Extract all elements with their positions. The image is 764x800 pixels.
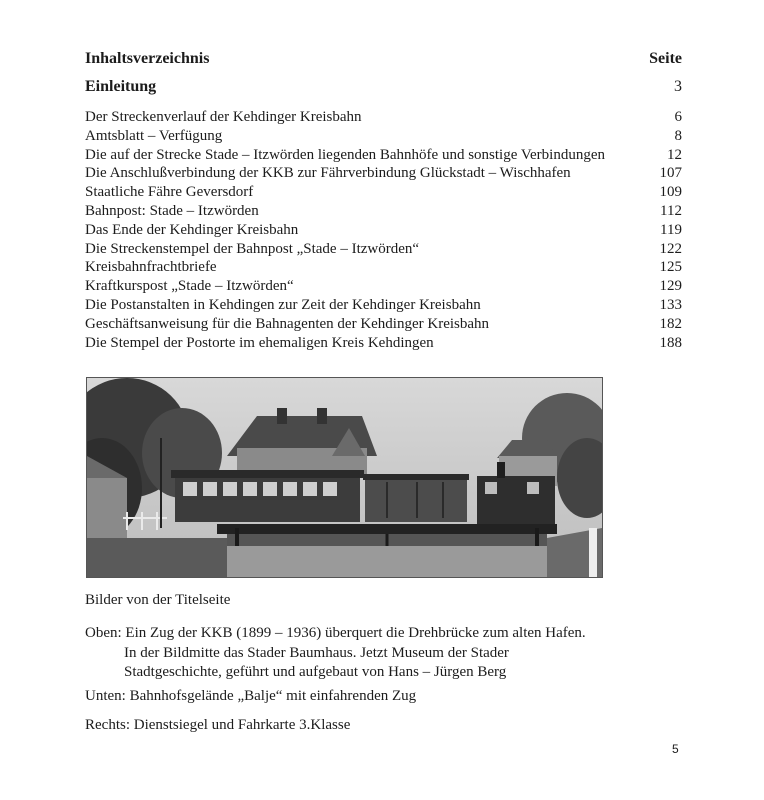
train-bridge-illustration — [87, 378, 602, 577]
toc-entry — [85, 108, 682, 127]
toc-entry-page: 133 — [659, 296, 682, 313]
toc-entry — [85, 296, 682, 315]
caption-line: Stadtgeschichte, geführt und aufgebaut von Hans – Jürgen Berg — [124, 664, 507, 680]
toc-entry-page: 182 — [659, 315, 682, 332]
toc-entry-page: 112 — [660, 202, 682, 219]
toc-entry-label: Die Anschlußverbindung der KKB zur Fährverbindung Glückstadt – Wischhafen — [85, 165, 571, 182]
toc-entry — [85, 164, 682, 183]
toc-entry-label: Das Ende der Kehdinger Kreisbahn — [85, 221, 299, 238]
toc-entry — [85, 221, 682, 240]
toc-entry — [85, 240, 682, 259]
toc-header — [85, 50, 682, 74]
toc-entry — [85, 146, 682, 165]
toc-entry-page: 125 — [659, 259, 682, 276]
toc-entry-page: 8 — [674, 127, 682, 144]
toc-entry-label: Kreisbahnfrachtbriefe — [85, 259, 217, 276]
toc-intro-page: 3 — [674, 78, 682, 95]
toc-entry-label: Staatliche Fähre Geversdorf — [85, 184, 254, 201]
toc-entry-page: 107 — [659, 165, 682, 182]
toc-entry-page: 109 — [659, 184, 682, 201]
toc-entry-page: 188 — [659, 334, 682, 351]
caption-top-image — [85, 624, 586, 683]
toc-entry-label: Kraftkurspost „Stade – Itzwörden“ — [85, 278, 294, 295]
toc-entry-page: 119 — [660, 221, 682, 238]
toc-entry-page: 6 — [674, 109, 682, 125]
caption-line: In der Bildmitte das Stader Baumhaus. Jetzt Museum der Stader — [124, 644, 509, 661]
caption-title: Bilder von der Titelseite — [85, 592, 231, 608]
toc-entry — [85, 334, 682, 353]
toc-entry-page: 12 — [667, 146, 682, 163]
toc-entry-label: Die Stempel der Postorte im ehemaligen Kreis Kehdingen — [85, 334, 434, 351]
toc-entry — [85, 202, 682, 221]
caption-right-image: Rechts: Dienstsiegel und Fahrkarte 3.Klasse — [85, 717, 351, 733]
toc-entry-label: Die auf der Strecke Stade – Itzwörden liegenden Bahnhöfe und sonstige Verbindungen — [85, 146, 605, 163]
toc-entry — [85, 277, 682, 296]
train-bridge-photo — [86, 377, 603, 578]
toc-entry-label: Der Streckenverlauf der Kehdinger Kreisbahn — [85, 109, 362, 125]
toc-intro-label: Einleitung — [85, 78, 157, 95]
toc-entry-page: 129 — [659, 278, 682, 295]
toc-entry-label: Die Streckenstempel der Bahnpost „Stade – Itzwörden“ — [85, 240, 420, 257]
page-number: 5 — [672, 742, 679, 756]
toc-intro — [85, 78, 682, 108]
toc-title: Inhaltsverzeichnis — [85, 50, 210, 67]
toc-entry-label: Amtsblatt – Verfügung — [85, 127, 223, 144]
caption-bottom-image: Unten: Bahnhofsgelände „Balje“ mit einfahrenden Zug — [85, 688, 417, 704]
toc-entry-label: Geschäftsanweisung für die Bahnagenten der Kehdinger Kreisbahn — [85, 315, 490, 332]
table-of-contents — [85, 50, 682, 352]
toc-entry-page: 122 — [659, 240, 682, 257]
toc-page-header: Seite — [649, 50, 682, 67]
toc-entry — [85, 315, 682, 334]
caption-line: Oben: Ein Zug der KKB (1899 – 1936) überquert die Drehbrücke zum alten Hafen. — [85, 625, 586, 641]
toc-entry-label: Bahnpost: Stade – Itzwörden — [85, 202, 259, 219]
toc-entry-label: Die Postanstalten in Kehdingen zur Zeit der Kehdinger Kreisbahn — [85, 296, 481, 313]
toc-entry — [85, 183, 682, 202]
toc-entry — [85, 127, 682, 146]
toc-entry — [85, 258, 682, 277]
